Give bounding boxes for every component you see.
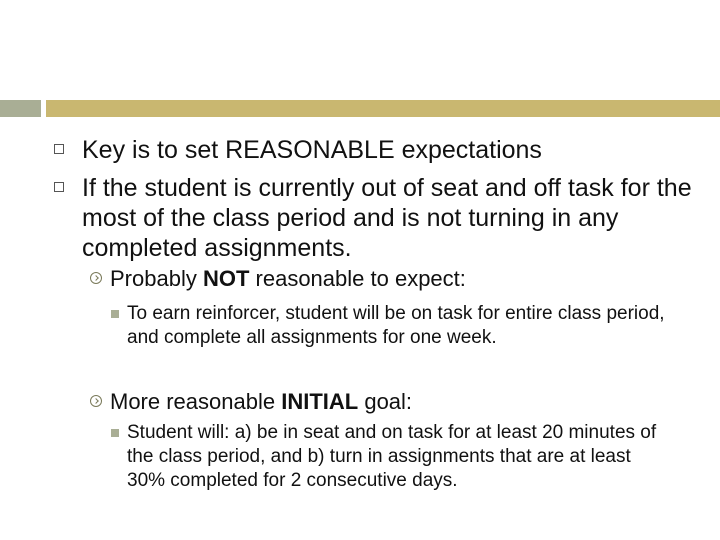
circle-arrow-bullet-icon <box>90 272 102 284</box>
square-bullet-icon <box>111 429 119 437</box>
sub-bullet-text: More reasonable INITIAL goal: <box>110 389 413 414</box>
detail-text: Student will: a) be in seat and on task for at least 20 minutes of the class period, and b) turn in assignments that are at least 30% completed for 2 consecutive days. <box>127 422 657 491</box>
bullet-text: If the student is currently out of seat and off task for the most of the class period and is not turning in any completed assignments. <box>82 174 692 262</box>
header-accent-bar-right <box>46 100 720 117</box>
detail-text: To earn reinforcer, student will be on task for entire class period, and complete all assignments for one week. <box>127 303 665 348</box>
header-accent-bar-left <box>0 100 41 117</box>
circle-arrow-bullet-icon <box>90 395 102 407</box>
square-bullet-icon <box>111 310 119 318</box>
bullet-text: Key is to set REASONABLE expectations <box>82 136 542 164</box>
sub-bullet-text: Probably NOT reasonable to expect: <box>110 266 466 291</box>
square-bullet-icon <box>54 182 64 192</box>
square-bullet-icon <box>54 144 64 154</box>
